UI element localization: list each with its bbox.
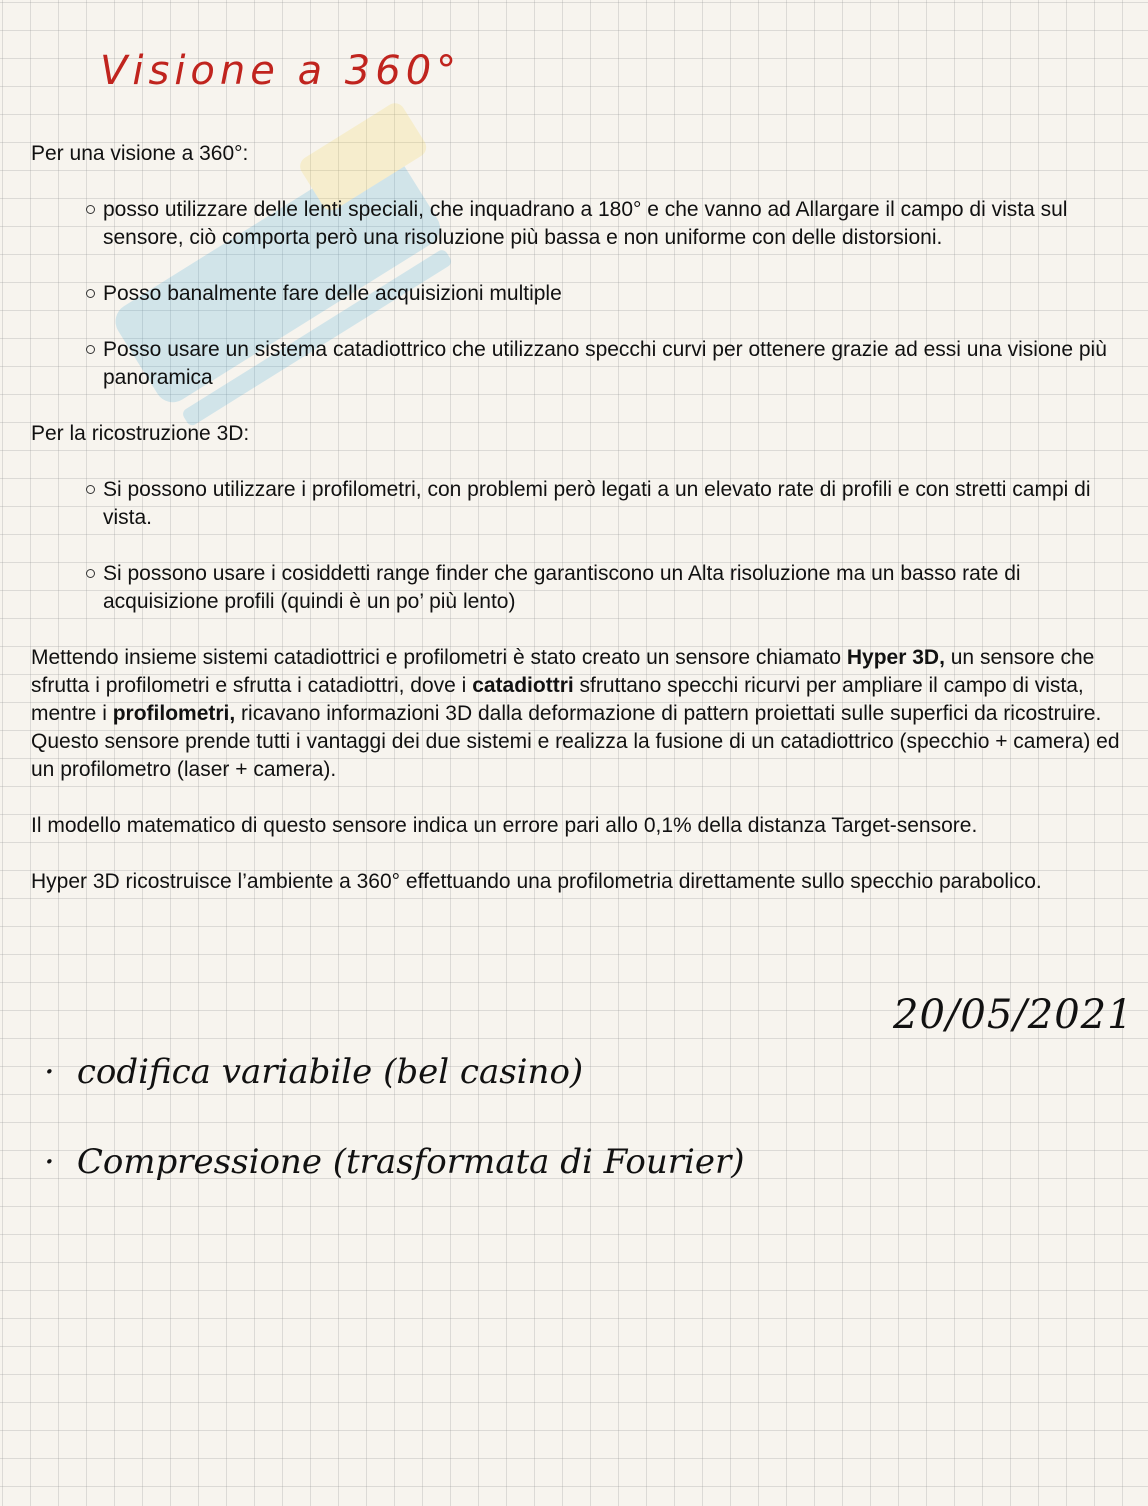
bullet-circle-icon [86,289,95,298]
list-item: posso utilizzare delle lenti speciali, che inquadrano a 180° e che vanno ad Allargare il campo di vista sul sensore, ciò comporta però una risoluzione più bassa e non uniforme con delle distorsioni. [31,196,1121,252]
bullet-circle-icon [86,345,95,354]
notes-body [31,140,1121,924]
list-item: Si possono utilizzare i profilometri, con problemi però legati a un elevato rate di profili e con stretti campi di vista. [31,476,1121,532]
hyper-360-paragraph: Hyper 3D ricostruisce l’ambiente a 360° effettuando una profilometria direttamente sullo specchio parabolico. [31,870,1042,893]
intro-3d: Per la ricostruzione 3D: [31,422,250,445]
list-3d [31,476,1121,616]
list-item: Posso usare un sistema catadiottrico che utilizzano specchi curvi per ottenere grazie ad essi una visione più panoramica [31,336,1121,392]
list-360 [31,196,1121,392]
bullet-circle-icon [86,485,95,494]
handwritten-note-2: · Compressione (trasformata di Fourier) [44,1142,745,1182]
model-error-paragraph: Il modello matematico di questo sensore indica un errore pari allo 0,1% della distanza Target-sensore. [31,814,978,837]
handwritten-note-1: · codifica variabile (bel casino) [44,1052,584,1092]
intro-360: Per una visione a 360°: [31,142,249,165]
bullet-circle-icon [86,205,95,214]
page-title: Visione a 360° [100,48,462,94]
list-item: Posso banalmente fare delle acquisizioni multiple [31,280,1121,308]
bold-profilometri: profilometri, [112,702,236,725]
bold-catadiottri: catadiottri [472,674,574,697]
bullet-circle-icon [86,569,95,578]
list-item: Si possono usare i cosiddetti range finder che garantiscono un Alta risoluzione ma un basso rate di acquisizione profili (quindi è un po’ più lento) [31,560,1121,616]
hyper-paragraph: Mettendo insieme sistemi catadiottrici e profilometri è stato creato un sensore chiamato Hyper 3D, un sensore che sfrutta i profilometri e sfrutta i catadiottri, dove i catadiottri sfruttano specchi ricurvi per ampliare il campo di vista, mentre i profilometri, ricavano informazioni 3D dalla deformazione di pattern proiettati sulle superfici da ricostruire. Questo sensore prende tutti i vantaggi dei due sistemi e realizza la fusione di un catadiottrico (specchio + camera) ed un profilometro (laser + camera). [31,646,1120,781]
bold-hyper3d: Hyper 3D, [846,646,945,669]
handwritten-date: 20/05/2021 [893,992,1134,1038]
